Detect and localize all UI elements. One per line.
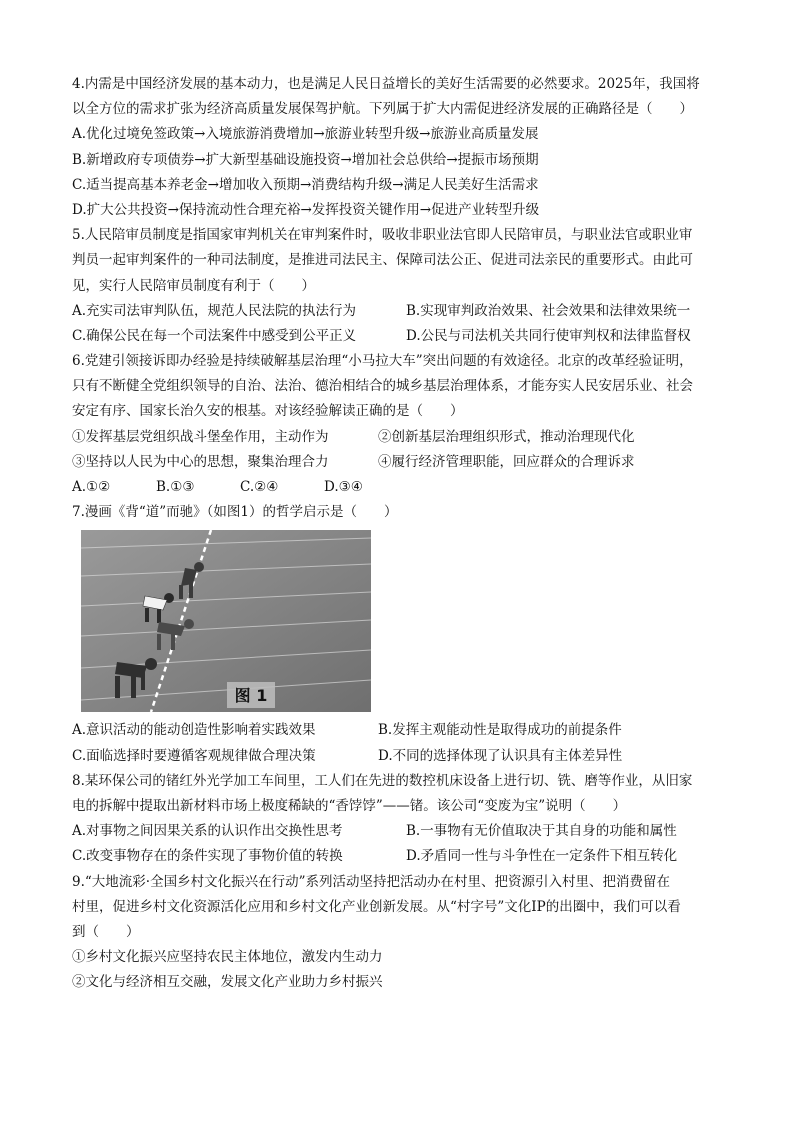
question-7-option-a: A.意识活动的能动创造性影响着实践效果 — [72, 722, 316, 739]
question-6-item-4: ④履行经济管理职能，回应群众的合理诉求 — [378, 453, 635, 470]
question-5-stem-line: 5.人民陪审员制度是指国家审判机关在审判案件时，吸收非职业法官即人民陪审员，与职业法官或职业审 — [72, 227, 693, 244]
question-8-option-c: C.改变事物存在的条件实现了事物价值的转换 — [72, 848, 343, 865]
question-5-stem-line: 判员一起审判案件的一种司法制度，是推进司法民主、保障司法公正、促进司法亲民的重要形式。由此可 — [72, 252, 693, 269]
question-6-stem-line: 6.党建引领接诉即办经验是持续破解基层治理“小马拉大车”突出问题的有效途径。北京的改革经验证明， — [72, 353, 693, 370]
question-5 — [72, 223, 722, 349]
question-9-stem-line: 村里，促进乡村文化资源活化应用和乡村文化产业创新发展。从“村字号”文化IP的出圈中，我们可以看 — [72, 898, 681, 915]
running-track-illustration — [81, 530, 371, 712]
question-7-option-c: C.面临选择时要遵循客观规律做合理决策 — [72, 747, 316, 764]
question-4-option-b: B.新增政府专项债券→扩大新型基础设施投资→增加社会总供给→提振市场预期 — [72, 151, 539, 168]
question-6-stem-line: 只有不断健全党组织领导的自治、法治、德治相结合的城乡基层治理体系，才能夯实人民安居乐业、社会 — [72, 378, 693, 395]
question-5-stem-line: 见，实行人民陪审员制度有利于（ ） — [72, 277, 315, 294]
cartoon-figure — [81, 530, 371, 712]
exam-page — [72, 72, 722, 995]
question-4-stem-line: 4.内需是中国经济发展的基本动力，也是满足人民日益增长的美好生活需要的必然要求。2025年，我国将 — [72, 76, 700, 92]
question-8-option-b: B.一事物有无价值取决于其自身的功能和属性 — [406, 823, 677, 840]
question-7-option-d: D.不同的选择体现了认识具有主体差异性 — [378, 747, 623, 764]
question-7-option-b: B.发挥主观能动性是取得成功的前提条件 — [378, 722, 622, 739]
question-5-options-row — [72, 299, 722, 324]
question-4-option-a: A.优化过境免签政策→入境旅游消费增加→旅游业转型升级→旅游业高质量发展 — [72, 126, 539, 143]
question-5-options-row — [72, 324, 722, 349]
question-9-stem-line: 到（ ） — [72, 923, 140, 940]
question-8-options-row — [72, 844, 722, 869]
question-7-options-row — [72, 744, 722, 769]
question-5-option-d: D.公民与司法机关共同行使审判权和法律监督权 — [406, 327, 691, 344]
question-8-stem-line: 8.某环保公司的锗红外光学加工车间里，工人们在先进的数控机床设备上进行切、铣、磨等作业，从旧家 — [72, 772, 693, 789]
question-4-stem-line: 以全方位的需求扩张为经济高质量发展保驾护航。下列属于扩大内需促进经济发展的正确路径是（ ） — [72, 101, 693, 118]
question-6-stem-line: 安定有序、国家长治久安的根基。对该经验解读正确的是（ ） — [72, 403, 464, 420]
question-8-stem-line: 电的拆解中提取出新材料市场上极度稀缺的“香饽饽”——锗。该公司“变废为宝”说明（ ） — [72, 797, 627, 814]
question-5-option-a: A.充实司法审判队伍，规范人民法院的执法行为 — [72, 302, 357, 319]
question-9-item-2: ②文化与经济相互交融，发展文化产业助力乡村振兴 — [72, 974, 383, 991]
question-5-option-c: C.确保公民在每一个司法案件中感受到公平正义 — [72, 327, 357, 344]
question-4-option-c: C.适当提高基本养老金→增加收入预期→消费结构升级→满足人民美好生活需求 — [72, 176, 539, 193]
question-7-options-row — [72, 718, 722, 743]
question-5-option-b: B.实现审判政治效果、社会效果和法律效果统一 — [406, 302, 691, 319]
question-7 — [72, 500, 722, 769]
question-8 — [72, 769, 722, 870]
question-9 — [72, 870, 722, 996]
question-9-stem-line: 9.“大地流彩·全国乡村文化振兴在行动”系列活动坚持把活动办在村里、把资源引入村里、把消费留在 — [72, 873, 670, 890]
question-6-item-1: ①发挥基层党组织战斗堡垒作用，主动作为 — [72, 428, 329, 445]
question-6-items-row — [72, 425, 722, 450]
question-6-choice-d: D.③④ — [324, 479, 363, 495]
question-6-item-2: ②创新基层治理组织形式，推动治理现代化 — [378, 428, 635, 445]
question-6-choice-b: B.①③ — [156, 479, 195, 495]
question-8-option-a: A.对事物之间因果关系的认识作出交换性思考 — [72, 823, 343, 840]
figure-label: 图 1 — [234, 686, 268, 706]
question-4 — [72, 72, 722, 223]
question-7-stem-line: 7.漫画《背“道”而驰》（如图1）的哲学启示是（ ） — [72, 504, 398, 521]
question-8-option-d: D.矛盾同一性与斗争性在一定条件下相互转化 — [406, 848, 678, 865]
question-4-option-d: D.扩大公共投资→保持流动性合理充裕→发挥投资关键作用→促进产业转型升级 — [72, 201, 540, 218]
question-6 — [72, 349, 722, 500]
question-6-item-3: ③坚持以人民为中心的思想，聚集治理合力 — [72, 453, 329, 470]
question-6-choice-a: A.①② — [72, 479, 111, 495]
question-6-choices — [72, 475, 722, 500]
question-6-choice-c: C.②④ — [240, 479, 279, 495]
question-9-item-1: ①乡村文化振兴应坚持农民主体地位，激发内生动力 — [72, 949, 383, 966]
question-8-options-row — [72, 819, 722, 844]
question-6-items-row — [72, 450, 722, 475]
